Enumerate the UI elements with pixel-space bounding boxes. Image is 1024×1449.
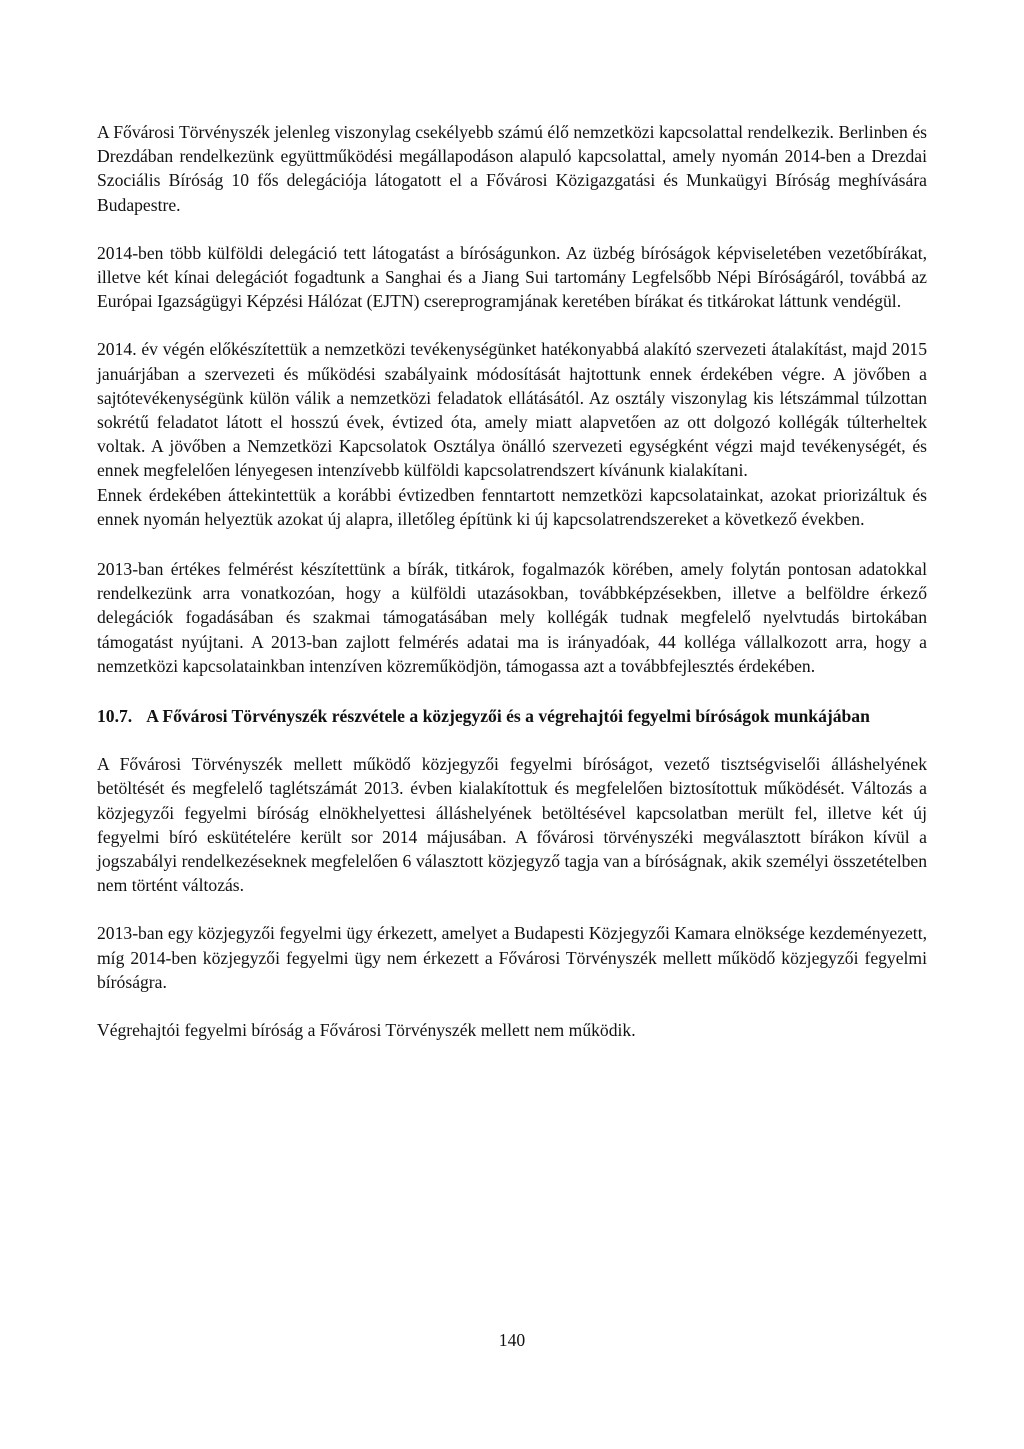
paragraph-prioritization: Ennek érdekében áttekintettük a korábbi évtizedben fenntartott nemzetközi kapcsolatainkat, azokat priorizáltuk és ennek nyomán helyeztük azokat új alapra, illetőleg építünk ki új kapcsolatrendszereket a következő években. bbox=[97, 484, 927, 529]
paragraph-bailiff-court: Végrehajtói fegyelmi bíróság a Fővárosi Törvényszék mellett nem működik. bbox=[97, 1020, 636, 1041]
paragraph-reorganization: 2014. év végén előkészítettük a nemzetközi tevékenységünket hatékonyabbá alakító szervezeti átalakítást, majd 2015 januárjában a szervezeti és működési szabályaink módosítását hajtottunk ennek érdekében végre. A jövőben a sajtótevékenységünk külön válik a nemzetközi feladatok ellátásától. Az osztály viszonylag kis létszámmal túlzottan sokrétű feladatot látott el hosszú évek, évtized óta, amely miatt alapvetően az ott dolgozó kollégák túlterheltek voltak. A jövőben a Nemzetközi Kapcsolatok Osztálya önálló szervezeti egységként végzi majd tevékenységét, és ennek megfelelően lényegesen intenzívebb külföldi kapcsolatrendszert kívánunk kialakítani. bbox=[97, 339, 927, 481]
document-page bbox=[97, 120, 927, 1042]
paragraph-delegations-2014: 2014-ben több külföldi delegáció tett látogatást a bíróságunkon. Az üzbég bíróságok képviseletében vezetőbírákat, illetve két kínai delegációt fogadtunk a Sanghai és a Jiang Sui tartomány Legfelsőbb Népi Bíróságáról, továbbá az Európai Igazságügyi Képzési Hálózat (EJTN) csereprogramjának keretében bírákat és titkárokat láttunk vendégül. bbox=[97, 242, 927, 312]
paragraph-international-relations: A Fővárosi Törvényszék jelenleg viszonylag csekélyebb számú élő nemzetközi kapcsolattal rendelkezik. Berlinben és Drezdában rendelkezünk együttműködési megállapodáson alapuló kapcsolattal, amely nyomán 2014-ben a Drezdai Szociális Bíróság 10 fős delegációja látogatott el a Fővárosi Közigazgatási és Munkaügyi Bíróság meghívására Budapestre. bbox=[97, 122, 927, 215]
section-heading bbox=[97, 704, 927, 728]
section-number: 10.7. bbox=[97, 706, 133, 727]
paragraph-notary-cases: 2013-ban egy közjegyzői fegyelmi ügy érkezett, amelyet a Budapesti Közjegyzői Kamara elnöksége kezdeményezett, míg 2014-ben közjegyzői fegyelmi ügy nem érkezett a Fővárosi Törvényszék mellett működő közjegyzői fegyelmi bíróságra. bbox=[97, 923, 927, 992]
paragraph-survey-2013: 2013-ban értékes felmérést készítettünk a bírák, titkárok, fogalmazók körében, amely folytán pontosan adatokkal rendelkezünk arra vonatkozóan, hogy a külföldi utazásokban, továbbképzésekben, illetve a belföldre érkező delegációk fogadásában és szakmai támogatásában mely kollégák tudnak megfelelő nyelvtudás birtokában támogatást nyújtani. A 2013-ban zajlott felmérés adatai ma is irányadóak, 44 kolléga vállalkozott arra, hogy a nemzetközi kapcsolatainkban intenzíven közreműködjön, támogassa azt a továbbfejlesztés érdekében. bbox=[97, 559, 927, 676]
section-title: A Fővárosi Törvényszék részvétele a közjegyzői és a végrehajtói fegyelmi bíróságok munkájában bbox=[146, 706, 870, 727]
paragraph-notary-disciplinary-court: A Fővárosi Törvényszék mellett működő közjegyzői fegyelmi bíróságot, vezető tisztségviselői álláshelyének betöltését és megfelelő taglétszámát 2013. évben kialakítottuk és megfelelően biztosítottuk működését. Változás a közjegyzői fegyelmi bíróság elnökhelyettesi álláshelyének betöltésével kapcsolatban merült fel, illetve két új fegyelmi bíró eskütételére került sor 2014 májusában. A fővárosi törvényszéki megválasztott bírákon kívül a jogszabályi rendelkezéseknek megfelelően 6 választott közjegyző tagja van a bíróságnak, akik személyi összetételben nem történt változás. bbox=[97, 754, 927, 896]
page-number: 140 bbox=[498, 1330, 526, 1350]
